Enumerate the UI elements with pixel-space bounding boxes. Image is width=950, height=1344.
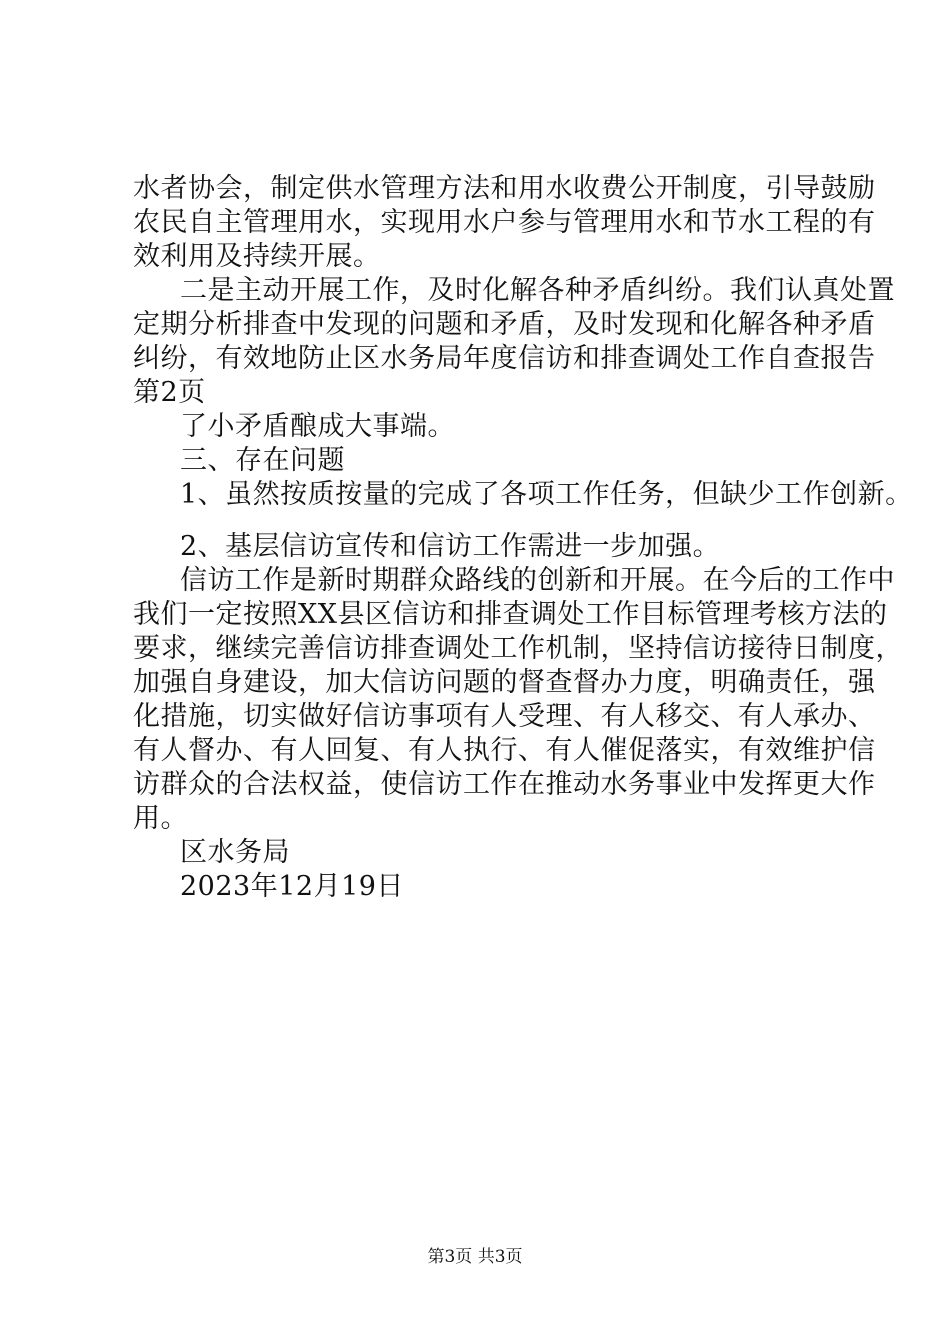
list-item: 1、虽然按质按量的完成了各项工作任务，但缺少工作创新。 [180, 479, 913, 510]
paragraph-line: 农民自主管理用水，实现用水户参与管理用水和节水工程的有 [133, 207, 876, 238]
page-footer: 第3页 共3页 [427, 1247, 523, 1267]
paragraph-line: 访群众的合法权益，使信访工作在推动水务事业中发挥更大作 [133, 769, 876, 800]
paragraph-line: 化措施，切实做好信访事项有人受理、有人移交、有人承办、 [133, 701, 876, 732]
signature-organization: 区水务局 [180, 837, 290, 868]
list-item: 2、基层信访宣传和信访工作需进一步加强。 [180, 531, 721, 562]
paragraph-line: 纠纷，有效地防止区水务局年度信访和排查调处工作自查报告 [133, 343, 876, 374]
blank-gap [133, 512, 853, 530]
paragraph-line: 信访工作是新时期群众路线的创新和开展。在今后的工作中 [180, 565, 895, 596]
paragraph-line: 加强自身建设，加大信访问题的督查督办力度，明确责任，强 [133, 667, 876, 698]
paragraph-line: 我们一定按照XX县区信访和排查调处工作目标管理考核方法的 [133, 599, 888, 630]
paragraph-line: 有人督办、有人回复、有人执行、有人催促落实，有效维护信 [133, 735, 876, 766]
paragraph-line: 水者协会，制定供水管理方法和用水收费公开制度，引导鼓励 [133, 173, 876, 204]
section-heading: 三、存在问题 [180, 445, 345, 476]
paragraph-line: 用。 [133, 803, 188, 834]
page-marker-line: 第2页 [133, 377, 206, 408]
signature-date: 2023年12月19日 [180, 871, 404, 902]
paragraph-line: 二是主动开展工作，及时化解各种矛盾纠纷。我们认真处置 [180, 275, 895, 306]
paragraph-line: 效利用及持续开展。 [133, 241, 381, 272]
paragraph-line: 了小矛盾酿成大事端。 [180, 411, 455, 442]
document-body [133, 172, 913, 904]
paragraph-line: 要求，继续完善信访排查调处工作机制，坚持信访接待日制度， [133, 633, 903, 664]
paragraph-line: 定期分析排查中发现的问题和矛盾，及时发现和化解各种矛盾 [133, 309, 876, 340]
